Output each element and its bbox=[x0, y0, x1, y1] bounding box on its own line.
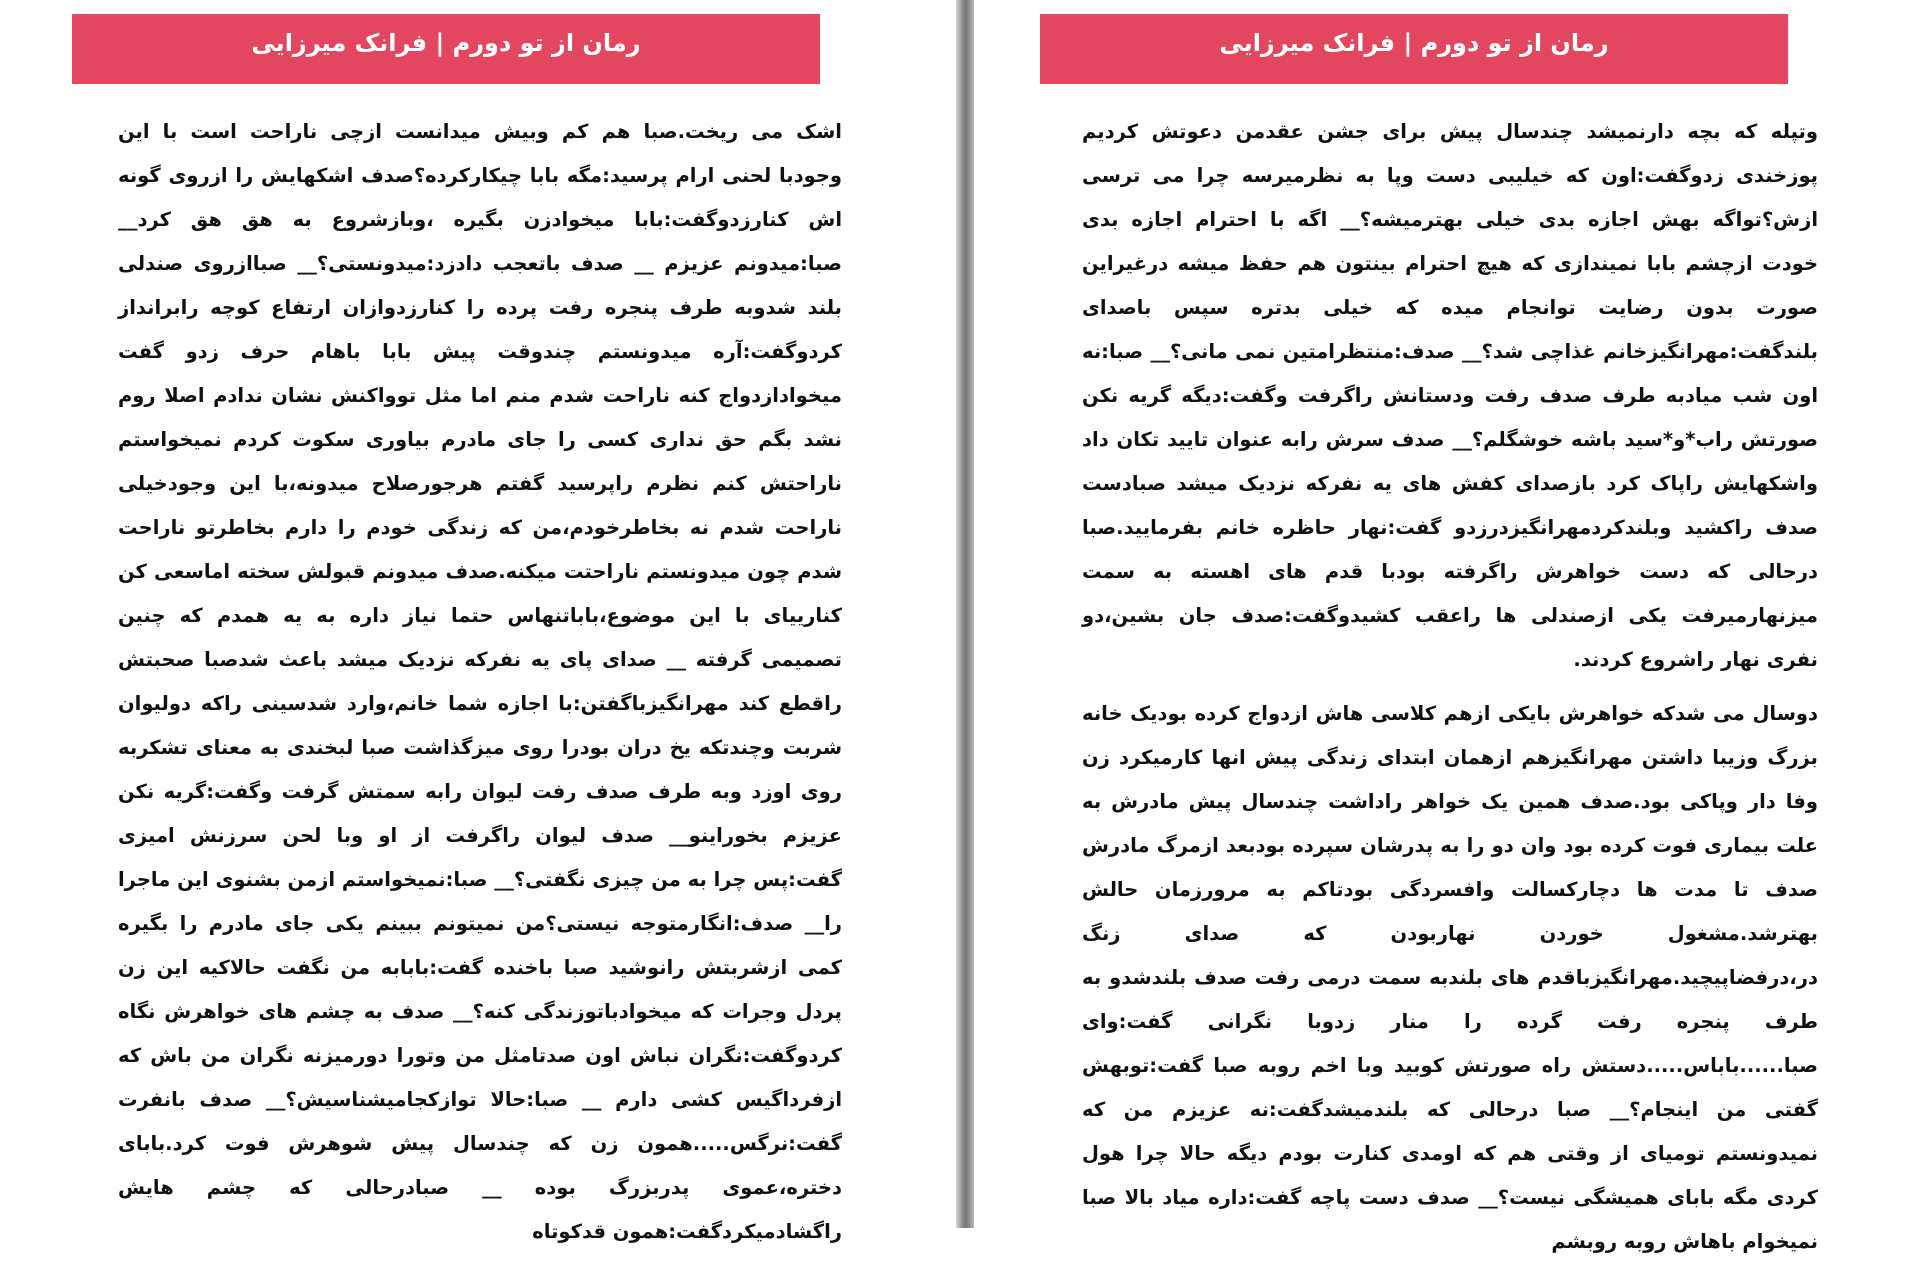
left-page bbox=[0, 0, 956, 1243]
right-page-body bbox=[1082, 110, 1818, 1274]
page-gutter-divider bbox=[956, 0, 974, 1228]
right-page-paragraph-2: دوسال می شدکه خواهرش بایکی ازهم کلاسی هاش ازدواج کرده بودیک خانه بزرگ وزیبا داشتن مهرانگیزهم ازهمان ابتدای زندگی پیش انها کارمیکرد زن وفا دار وپاکی بود.صدف همین یک خواهر راداشت چندسال پیش مادرش به علت بیماری فوت کرده بود وان دو را به پدرشان سپرده بودبعد ازمرگ مادرش صدف تا مدت ها دچارکسالت وافسردگی بودتاکم به مرورزمان حالش بهترشد.مشغول خوردن نهاربودن که صدای زنگ در،درفضاپیچید.مهرانگیزباقدم های بلندبه سمت درمی رفت صدف بلندشدو به طرف پنجره رفت گرده را منار زدوبا نگرانی گفت:وای صبا......باباس.....دستش راه صورتش کوبید وبا اخم روبه صبا گفت:توبهش گفتی من اینجام؟__ صبا درحالی که بلندمیشدگفت:نه عزیزم من که نمیدونستم تومیای از وقتی هم که اومدی کنارت بودم دیگه حالا چرا هول کردی مگه بابای همیشگی نیست؟__ صدف دست پاچه گفت:داره میاد بالا صبا نمیخوام باهاش روبه روبشم bbox=[1082, 702, 1818, 1253]
right-page-paragraph-1: وتپله که بچه دارنمیشد چندسال پیش برای جشن عقدمن دعوتش کردیم پوزخندی زدوگفت:اون که خیلیبی دست وپا به نظرمیرسه چرا می ترسی ازش؟تواگه بهش اجازه بدی خیلی بهترمیشه؟__ اگه با احترام اجازه بدی خودت ازچشم بابا نمیندازی که هیچ احترام بینتون هم حفظ میشه درغیراین صورت بدون رضایت توانجام میده که خیلی بدتره سپس باصدای بلندگفت:مهرانگیزخانم غذاچی شد؟__ صدف:منتظرامتین نمی مانی؟__ صبا:نه اون شب میادبه طرف صدف رفت ودستانش راگرفت وگفت:دیگه گریه نکن صورتش راب*و*سید باشه خوشگلم؟__ صدف سرش رابه عنوان تایید تکان داد واشکهایش راپاک کرد بازصدای کفش های یه نفرکه نزدیک میشد صبادست صدف راکشید وبلندکردمهرانگیزدرزدو گفت:نهار حاظره خانم بفرمایید.صبا درحالی که دست خواهرش راگرفته بودبا قدم های اهسته به سمت میزنهارمیرفت یکی ازصندلی ها راعقب کشیدوگفت:صدف جان بشین،دو نفری نهار راشروع کردند. bbox=[1082, 120, 1818, 671]
left-page-paragraph: اشک می ریخت.صبا هم کم وبیش میدانست ازچی ناراحت است با این وجودبا لحنی ارام پرسید:مگه بابا چیکارکرده؟صدف اشکهایش را ازروی گونه اش کنارزدوگفت:بابا میخوادزن بگیره ،وبازشروع به هق هق کرد__ صبا:میدونم عزیزم __ صدف باتعجب دادزد:میدونستی؟__ صباازروی صندلی بلند شدوبه طرف پنجره رفت پرده را کنارزدوازان ارتفاع کوچه رابرانداز کردوگفت:آره میدونستم چندوقت پیش بابا باهام حرف زدو گفت میخوادازدواج کنه ناراحت شدم منم اما مثل توواکنش نشان ندادم اصلا روم نشد بگم حق نداری کسی را جای مادرم بیاوری سکوت کردم نمیخواستم ناراحتش کنم نظرم راپرسید گفتم هرجورصلاح میدونه،با این وجودخیلی ناراحت شدم نه بخاطرخودم،من که زندگی خودم را دارم بخاطرتو ناراحت شدم چون میدونستم ناراحتت میکنه.صدف میدونم قبولش سخته اماسعی کن کنارییای با این موضوع،باباتنهاس حتما نیاز داره به یه همدم که چنین تصمیمی گرفته __ صدای پای یه نفرکه نزدیک میشد باعث شدصبا صحبتش راقطع کند مهرانگیزباگفتن:با اجازه شما خانم،وارد شدسینی راکه دولیوان شربت وچندتکه یخ دران بودرا روی میزگذاشت صبا لبخندی به معنای تشکربه روی اوزد وبه طرف صدف رفت لیوان رابه سمتش گرفت وگفت:گریه نکن عزیزم بخوراینو__ صدف لیوان راگرفت از او وبا لحن سرزنش امیزی گفت:پس چرا به من چیزی نگفتی؟__ صبا:نمیخواستم ازمن بشنوی این ماجرا را__ صدف:انگارمتوجه نیستی؟من نمیتونم ببینم یکی جای مادرم را بگیره کمی ازشربتش رانوشید صبا باخنده گفت:بابابه من نگفت حالاکیه این زن پردل وجرات که میخوادباتوزندگی کنه؟__ صدف به چشم های خواهرش نگاه کردوگفت:نگران نباش اون صدتامثل من وتورا دورمیزنه نگران من باش که ازفرداگیس کشی دارم __ صبا:حالا توازکجامیشناسیش؟__ صدف بانفرت گفت:نرگس.....همون زن که چندسال پیش شوهرش فوت کرد.بابای دختره،عموی پدربزرگ بوده __ صبادرحالی که چشم هایش راگشادمیکردگفت:همون قدکوتاه bbox=[118, 120, 842, 1243]
right-page-header-title: رمان از تو دورم | فرانک میرزایی bbox=[1219, 29, 1609, 57]
left-page-body bbox=[118, 110, 842, 1264]
left-page-header-banner bbox=[72, 14, 820, 84]
right-page bbox=[974, 0, 1912, 1253]
right-page-header-banner bbox=[1040, 14, 1788, 84]
left-page-header-title: رمان از تو دورم | فرانک میرزایی bbox=[251, 29, 641, 57]
